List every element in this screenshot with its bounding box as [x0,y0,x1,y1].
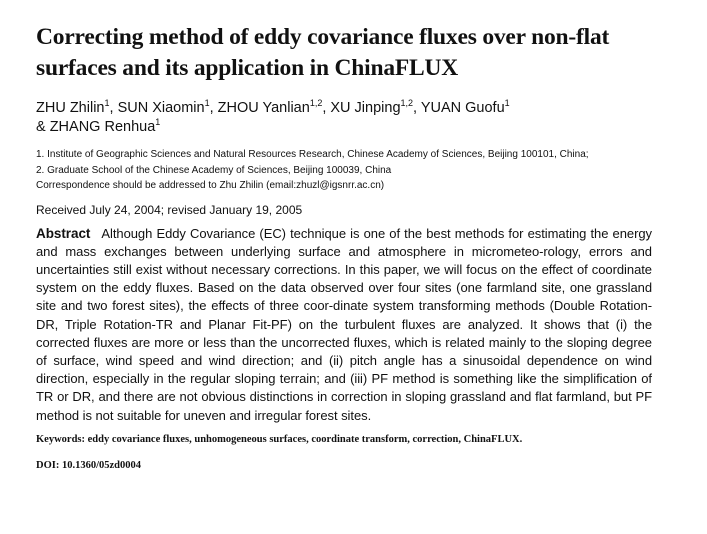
doi: DOI: 10.1360/05zd0004 [36,459,141,471]
author: & ZHANG Renhua$^1$ [36,117,161,135]
affiliation-2: 2. Graduate School of the Chinese Academy of Sciences, Beijing 100039, China [36,164,392,176]
paper-title: Correcting method of eddy covariance fluxes over non-flat surfaces and its application in ChinaFLUX [36,24,610,81]
abstract-text: Although Eddy Covariance (EC) technique is one of the best methods for estimating the energy and mass exchanges between underlying surface and atmosphere in micrometeo-rology, errors and uncertainties still exist without necessary corrections. In this paper, we will focus on the effect of coordinate system on the eddy fluxes. Based on the data observed over four sites (one farmland site, one grassland site and two forest sites), the effects of three coor-dinate system transforming methods (Double Rotation-DR, Triple Rotation-TR and Planar Fit-PF) on the turbulent fluxes are analyzed. It shows that (i) the corrected fluxes are more or less than the uncorrected fluxes, which is related mainly to the sloping degree of surface, wind speed and wind direction; and (ii) pitch angle has a sinusoidal dependence on wind direction, especially in the regular sloping terrain; and (iii) PF method is something like the simplification of TR or DR, and there are not obvious distinctions in correction in sloping grassland and flat farmland, but PF method is not suitable for uneven and irregular forest sites. [36,225,652,423]
affiliation-1: 1. Institute of Geographic Sciences and Natural Resources Research, Chinese Academy of Sciences, Beijing 100101, China; [36,149,589,160]
affiliations [36,147,652,194]
author: YUAN Guofu$^1$ [420,98,510,116]
paper-page [36,22,652,473]
abstract-label: Abstract [36,225,91,241]
received-date: Received July 24, 2004; revised January 19, 2005 [36,202,303,217]
author: ZHOU Yanlian$^{1,2}$, [217,98,331,116]
author-list [36,99,652,137]
author: SUN Xiaomin$^1$, [117,98,218,116]
correspondence: Correspondence should be addressed to Zhu Zhilin (email:zhuzl@igsnrr.ac.cn) [36,180,385,191]
author: XU Jinping$^{1,2}$, [330,98,421,116]
keywords: Keywords: eddy covariance fluxes, unhomogeneous surfaces, coordinate transform, correction, ChinaFLUX. [36,433,523,445]
abstract [36,225,652,425]
author: ZHU Zhilin$^1$, [36,98,118,116]
